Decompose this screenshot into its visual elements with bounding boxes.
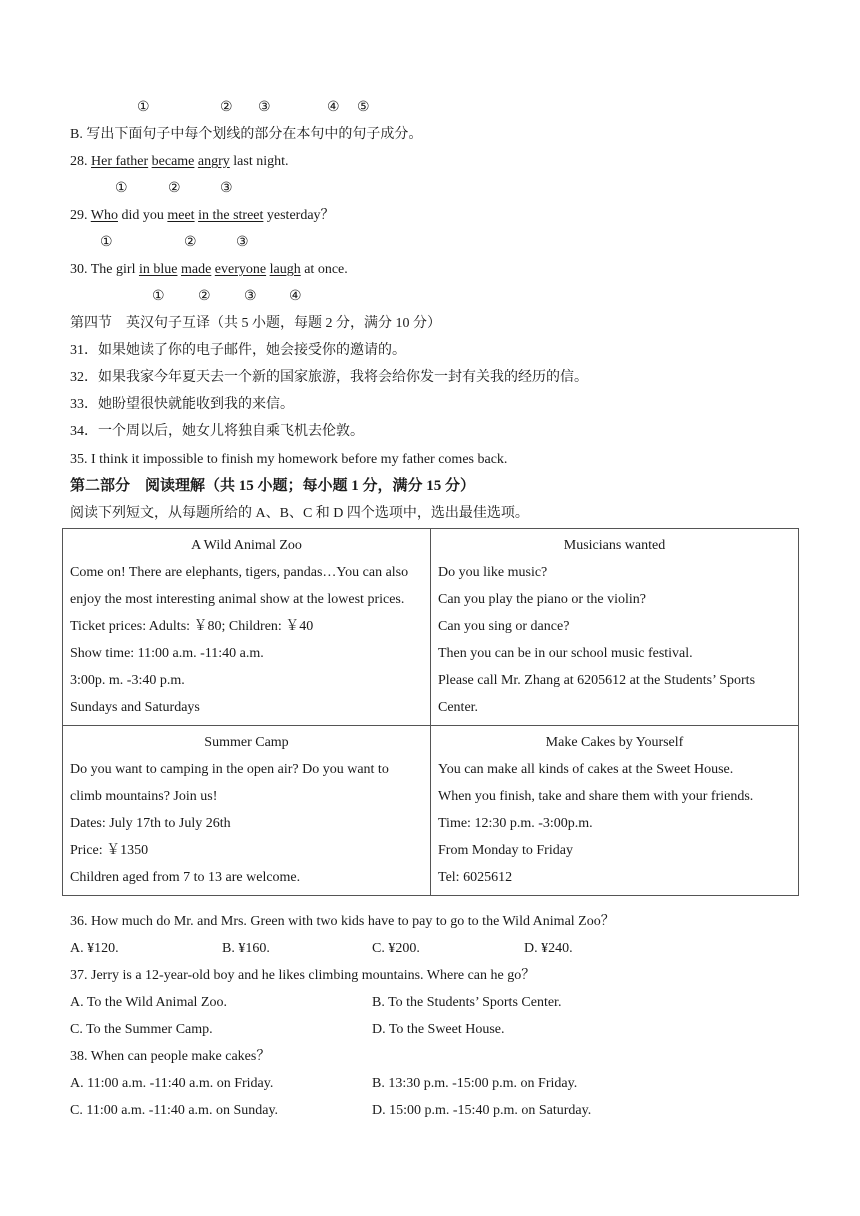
part-2-instruction: 阅读下列短文，从每题所给的 A、B、C 和 D 四个选项中，选出最佳选项。 [70, 506, 529, 521]
translation-item: 33．她盼望很快就能收到我的来信。 [70, 397, 294, 412]
underlined-part: laugh [269, 262, 301, 277]
ad-line: You can make all kinds of cakes at the Sweet House. [438, 762, 734, 777]
marker: ② [168, 181, 181, 196]
option-c: C. To the Summer Camp. [70, 1022, 213, 1037]
ad-line: Dates: July 17th to July 26th [70, 816, 231, 831]
marker: ② [198, 289, 211, 304]
question-29 [70, 207, 335, 225]
ad-line: Ticket prices: Adults: ￥80; Children: ￥40 [70, 619, 314, 634]
option-d: D. 15:00 p.m. -15:40 p.m. on Saturday. [372, 1103, 592, 1118]
question-38-stem: 38. When can people make cakes？ [70, 1049, 271, 1064]
option-d: D. ¥240. [524, 941, 573, 956]
part-2-title: 第二部分 阅读理解（共 15 小题；每小题 1 分，满分 15 分） [70, 478, 476, 494]
question-number: 29. [70, 208, 91, 223]
option-a: A. To the Wild Animal Zoo. [70, 995, 227, 1010]
ad-line: Then you can be in our school music festival. [438, 646, 693, 661]
ad-zoo [63, 529, 431, 726]
text: did you [117, 208, 168, 223]
question-number: 30. The girl [70, 262, 139, 277]
question-30 [70, 261, 348, 279]
ad-line: Sundays and Saturdays [70, 700, 200, 715]
ad-make-cakes [431, 726, 799, 896]
underlined-part: became [151, 154, 195, 169]
option-a: A. 11:00 a.m. -11:40 a.m. on Friday. [70, 1076, 274, 1091]
text: yesterday？ [263, 208, 335, 223]
marker: ① [115, 181, 128, 196]
ad-line: Can you play the piano or the violin? [438, 592, 647, 607]
ad-line: Children aged from 7 to 13 are welcome. [70, 870, 301, 885]
underlined-part: Who [90, 208, 118, 223]
ad-line: Show time: 11:00 a.m. -11:40 a.m. [70, 646, 264, 661]
option-c: C. ¥200. [372, 941, 420, 956]
marker: ④ [327, 100, 340, 115]
ad-body: Come on! There are elephants, tigers, pandas…You can also enjoy the most interesting animal show at the lowest prices. [70, 565, 409, 607]
ad-summer-camp [63, 726, 431, 896]
ad-title: Make Cakes by Yourself [545, 735, 684, 750]
marker: ③ [244, 289, 257, 304]
question-37-stem: 37. Jerry is a 12-year-old boy and he likes climbing mountains. Where can he go？ [70, 968, 536, 983]
underlined-part: Her father [91, 154, 149, 169]
option-a: A. ¥120. [70, 941, 119, 956]
marker: ⑤ [357, 100, 370, 115]
ad-line: Tel: 6025612 [438, 870, 513, 885]
question-36-stem: 36. How much do Mr. and Mrs. Green with two kids have to pay to go to the Wild Animal Zoo？ [70, 914, 615, 929]
option-c: C. 11:00 a.m. -11:40 a.m. on Sunday. [70, 1103, 279, 1118]
underlined-part: in blue [138, 262, 178, 277]
marker: ② [220, 100, 233, 115]
marker: ① [137, 100, 150, 115]
section-b-title: B. 写出下面句子中每个划线的部分在本句中的句子成分。 [70, 127, 423, 142]
marker: ① [100, 235, 113, 250]
marker: ③ [236, 235, 249, 250]
translation-item: 35. I think it impossible to finish my homework before my father comes back. [70, 452, 508, 467]
translation-item: 32．如果我家今年夏天去一个新的国家旅游，我将会给你发一封有关我的经历的信。 [70, 370, 588, 385]
question-28 [70, 153, 289, 171]
ad-line: When you finish, take and share them with your friends. [438, 789, 754, 804]
text: at once. [300, 262, 348, 277]
underlined-part: in the street [198, 208, 264, 223]
underlined-part: made [180, 262, 212, 277]
ad-line: Price: ￥1350 [70, 843, 149, 858]
ad-body: Do you want to camping in the open air? Do you want to climb mountains? Join us! [70, 762, 389, 804]
ad-title: Summer Camp [204, 735, 289, 750]
question-number: 28. [70, 154, 91, 169]
translation-item: 34．一个周以后，她女儿将独自乘飞机去伦敦。 [70, 424, 364, 439]
option-b: B. ¥160. [222, 941, 270, 956]
ad-line: Do you like music? [438, 565, 548, 580]
option-b: B. 13:30 p.m. -15:00 p.m. on Friday. [372, 1076, 578, 1091]
marker: ③ [258, 100, 271, 115]
section-4-title: 第四节 英汉句子互译（共 5 小题，每题 2 分，满分 10 分） [70, 316, 441, 331]
marker: ④ [289, 289, 302, 304]
marker: ① [152, 289, 165, 304]
option-d: D. To the Sweet House. [372, 1022, 505, 1037]
text: last night. [229, 154, 289, 169]
ad-title: Musicians wanted [563, 538, 666, 553]
translation-item: 31．如果她读了你的电子邮件，她会接受你的邀请的。 [70, 343, 406, 358]
ad-line: Can you sing or dance? [438, 619, 570, 634]
ad-body: Please call Mr. Zhang at 6205612 at the Students’ Sports Center. [438, 673, 756, 715]
marker: ③ [220, 181, 233, 196]
ad-musicians [431, 529, 799, 726]
underlined-part: angry [197, 154, 230, 169]
ad-line: 3:00p. m. -3:40 p.m. [70, 673, 185, 688]
ad-line: From Monday to Friday [438, 843, 573, 858]
ad-line: Time: 12:30 p.m. -3:00p.m. [438, 816, 593, 831]
marker: ② [184, 235, 197, 250]
ad-title: A Wild Animal Zoo [191, 538, 302, 553]
underlined-part: everyone [214, 262, 267, 277]
underlined-part: meet [167, 208, 195, 223]
ads-table [62, 528, 799, 896]
option-b: B. To the Students’ Sports Center. [372, 995, 562, 1010]
